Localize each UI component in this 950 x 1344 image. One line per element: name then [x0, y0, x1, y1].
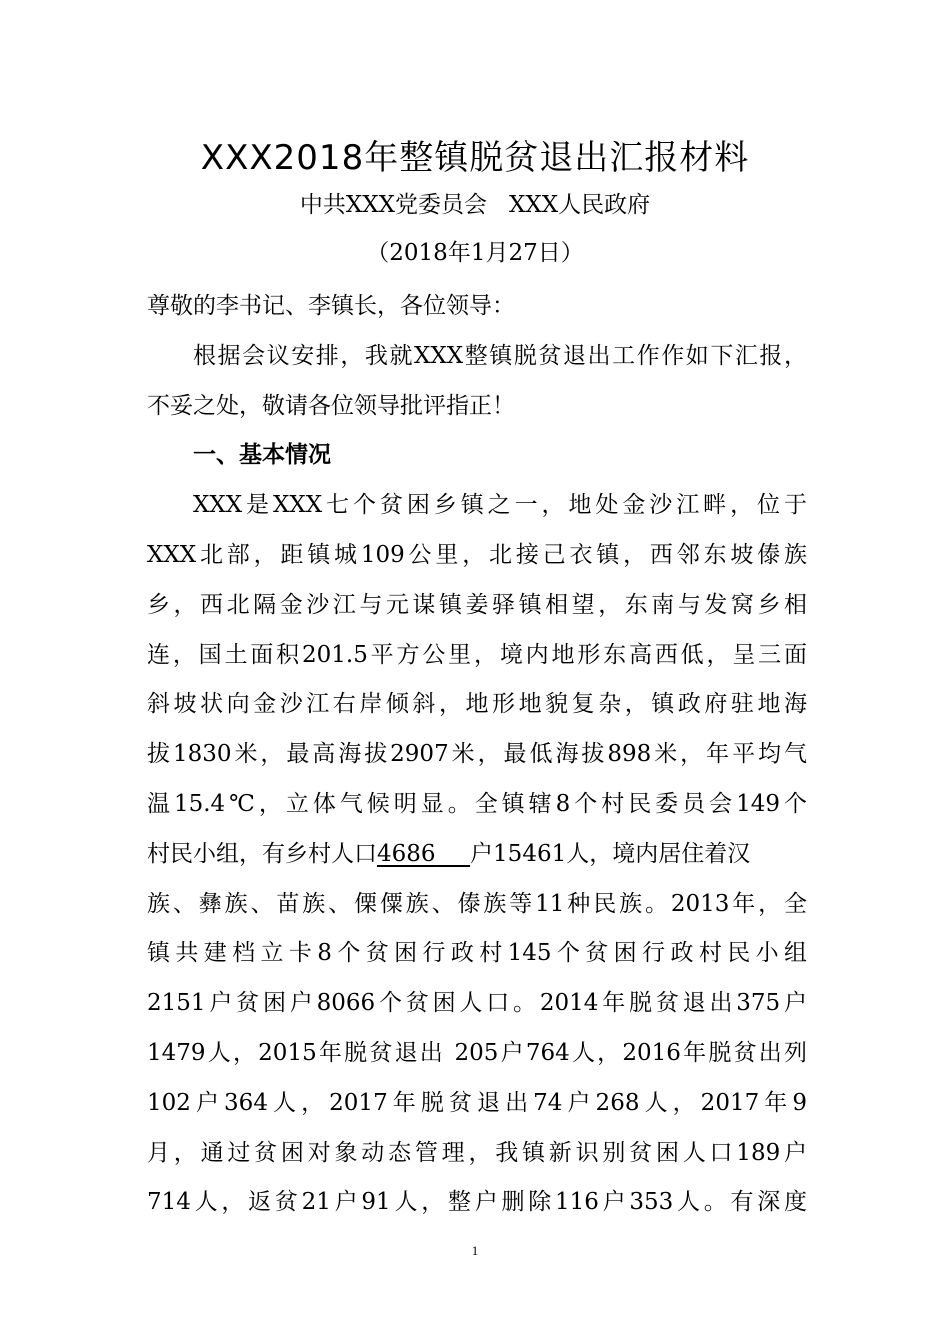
paragraph-line: XXX北部，距镇城109公里，北接己衣镇，西邻东坡傣族 — [147, 541, 807, 568]
paragraph-line — [147, 830, 807, 880]
paragraph-line: 拔1830米，最高海拔2907米，最低海拔898米，年平均气 — [147, 741, 807, 768]
paragraph-line: 2151户贫困户8066个贫困人口。2014年脱贫退出375户 — [147, 990, 807, 1017]
document-title: XXX2018年整镇脱贫退出汇报材料 — [200, 138, 750, 178]
paragraph-line: 月，通过贫困对象动态管理，我镇新识别贫困人口189户 — [147, 1139, 807, 1166]
paragraph-line: 斜坡状向金沙江右岸倾斜，地形地貌复杂，镇政府驻地海 — [147, 691, 807, 718]
intro-line: 不妥之处，敬请各位领导批评指正！ — [147, 392, 515, 419]
underline-blank — [436, 841, 471, 867]
salutation: 尊敬的李书记、李镇长，各位领导： — [147, 293, 515, 319]
intro-line: 根据会议安排，我就XXX整镇脱贫退出工作作如下汇报， — [193, 342, 807, 369]
page-number: 1 — [471, 1243, 479, 1258]
paragraph-line: 镇共建档立卡8个贫困行政村145个贫困行政村民小组 — [147, 940, 807, 967]
text-segment: 村民小组，有乡村人口 — [147, 840, 377, 867]
underlined-household-count: 4686 — [377, 840, 436, 867]
paragraph-line: XXX是XXX七个贫困乡镇之一，地处金沙江畔，位于 — [193, 492, 807, 519]
paragraph-line: 温15.4℃，立体气候明显。全镇辖8个村民委员会149个 — [147, 790, 807, 817]
document-body — [147, 282, 807, 1228]
paragraph-line: 乡，西北隔金沙江与元谋镇姜驿镇相望，东南与发窝乡相 — [147, 591, 807, 618]
paragraph-line: 族、彝族、苗族、傈僳族、傣族等11种民族。2013年，全 — [147, 890, 807, 917]
document-date: （2018年1月27日） — [366, 240, 584, 266]
paragraph-line: 连，国土面积201.5平方公里，境内地形东高西低，呈三面 — [147, 641, 807, 668]
issuer-line: 中共XXX党委员会 XXX人民政府 — [299, 192, 651, 218]
paragraph-line: 714人，返贫21户91人，整户删除116户353人。有深度 — [147, 1189, 807, 1216]
section-heading: 一、基本情况 — [193, 442, 331, 469]
paragraph-line: 1479人，2015年脱贫退出 205户764人，2016年脱贫出列 — [147, 1039, 807, 1066]
text-segment: 户15461人，境内居住着汉 — [470, 840, 751, 867]
paragraph-line: 102户364人，2017年脱贫退出74户268人，2017年9 — [147, 1089, 807, 1116]
